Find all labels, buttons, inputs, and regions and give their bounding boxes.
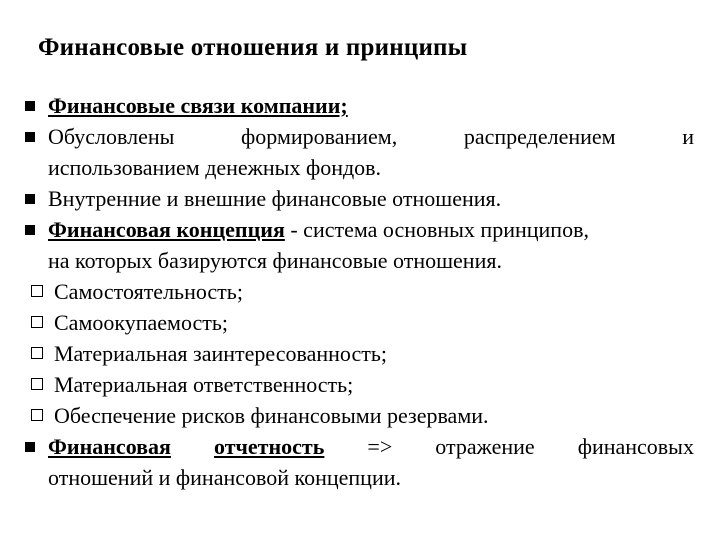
item-line	[48, 431, 694, 462]
checkbox-bullet-icon	[31, 409, 43, 421]
word: =>	[367, 434, 393, 459]
word: Обусловлены	[48, 124, 175, 149]
list-item	[22, 183, 694, 214]
checkbox-bullet-icon	[31, 316, 43, 328]
list-item	[22, 431, 694, 493]
sub-item-text: Самоокупаемость;	[54, 310, 229, 335]
square-bullet-icon	[25, 101, 35, 111]
checkbox-bullet-icon	[31, 378, 43, 390]
sub-item	[22, 338, 694, 369]
checkbox-bullet-icon	[31, 285, 43, 297]
sub-item	[22, 369, 694, 400]
word: формированием,	[241, 124, 398, 149]
item-line-2: использованием денежных фондов.	[48, 155, 382, 180]
list-item	[22, 214, 694, 276]
word: отражение	[435, 434, 535, 459]
sub-item	[22, 400, 694, 431]
item-line-2: отношений и финансовой концепции.	[48, 465, 401, 490]
item-text: Финансовые связи компании;	[48, 93, 348, 118]
item-line	[48, 121, 694, 152]
term: Финансовая концепция	[48, 217, 285, 242]
square-bullet-icon	[25, 194, 35, 204]
sub-item	[22, 307, 694, 338]
item-text: Внутренние и внешние финансовые отношения.	[48, 186, 502, 211]
checkbox-bullet-icon	[31, 347, 43, 359]
slide-content	[22, 90, 694, 493]
slide-title: Финансовые отношения и принципы	[38, 34, 468, 61]
word: отчетность	[213, 434, 325, 459]
square-bullet-icon	[25, 442, 35, 452]
sub-item-text: Самостоятельность;	[54, 279, 243, 304]
word: и	[682, 124, 694, 149]
sub-item	[22, 276, 694, 307]
list-item	[22, 90, 694, 121]
square-bullet-icon	[25, 225, 35, 235]
sub-item-text: Обеспечение рисков финансовыми резервами.	[54, 403, 489, 428]
item-line-2: на которых базируются финансовые отношения.	[48, 248, 502, 273]
word: распределением	[463, 124, 616, 149]
list-item	[22, 121, 694, 183]
sub-item-text: Материальная ответственность;	[54, 372, 354, 397]
sub-item-text: Материальная заинтересованность;	[54, 341, 387, 366]
word: Финансовая	[48, 434, 171, 459]
square-bullet-icon	[25, 132, 35, 142]
term-definition: - система основных принципов,	[284, 217, 589, 242]
word: финансовых	[577, 434, 694, 459]
